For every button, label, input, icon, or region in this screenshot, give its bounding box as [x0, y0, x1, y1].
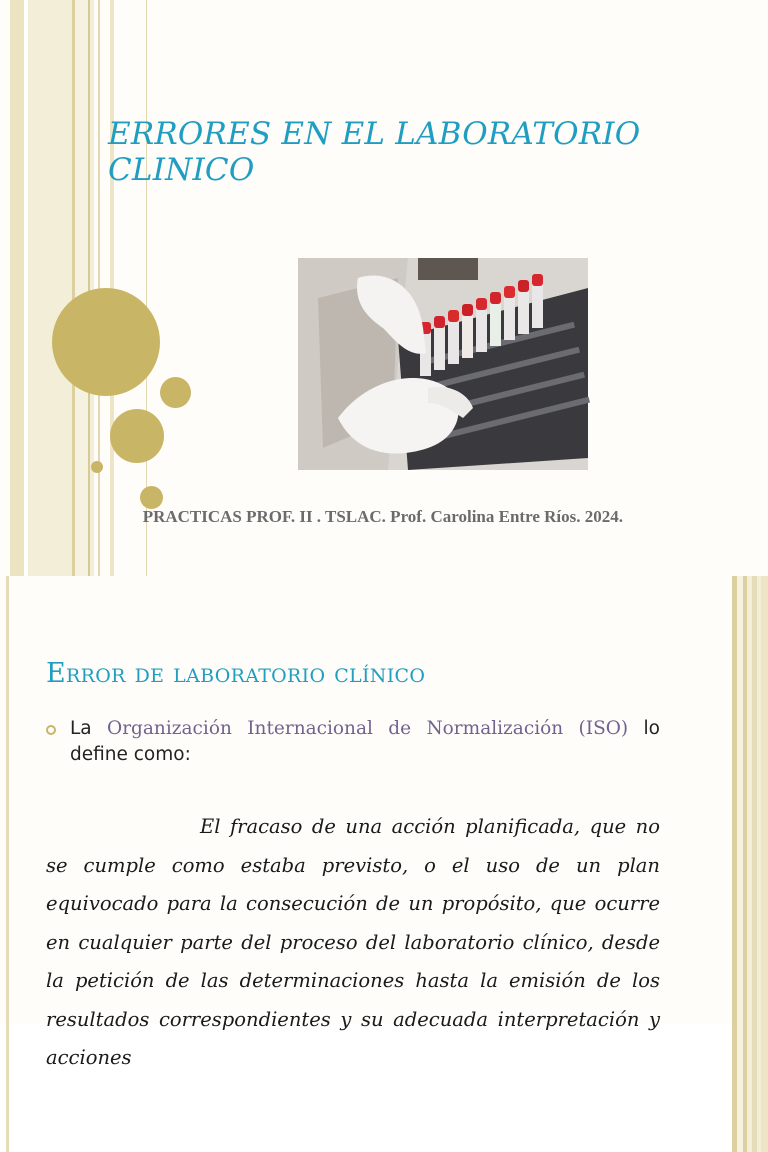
- content-slide: [0, 576, 768, 1069]
- slide-title: Error de laboratorio clínico: [46, 658, 426, 689]
- iso-reference: Organización Internacional de Normalización (ISO): [107, 718, 629, 739]
- decor-stripe: [90, 0, 94, 576]
- lab-tubes-photo: [298, 258, 588, 470]
- decor-stripe: [10, 0, 24, 576]
- decor-stripe: [6, 576, 9, 1152]
- decor-circle-tiny: [91, 461, 103, 473]
- title-line-2: CLINICO: [108, 152, 255, 188]
- decor-stripe: [28, 0, 72, 576]
- decor-circle-medium: [110, 409, 164, 463]
- footer-credit: PRACTICAS PROF. II . TSLAC. Prof. Carolina Entre Ríos. 2024.: [142, 507, 623, 526]
- bullet-marker-icon: [46, 725, 56, 735]
- definition-quote: El fracaso de una acción planificada, que no se cumple como estaba previsto, o el uso de un plan equivocado para la consecución de un propósito, que ocurre en cualquier parte del proceso del laboratorio clínico, desde la petición de las determinaciones hasta la emisión de los resultados correspondientes y su adecuada interpretación y acciones: [46, 815, 660, 1069]
- decor-stripe: [75, 0, 88, 576]
- bullet-text: [70, 716, 660, 768]
- bullet-prefix: La: [70, 718, 92, 739]
- slide-title: [108, 116, 728, 188]
- bullet-suffix: lo define como:: [70, 718, 660, 765]
- bullet-item: [46, 716, 660, 768]
- decor-circle-large: [52, 288, 160, 396]
- decor-stripe: [761, 576, 768, 1152]
- title-line-1: ERRORES EN EL LABORATORIO: [108, 116, 641, 152]
- decor-circle-small: [160, 377, 191, 408]
